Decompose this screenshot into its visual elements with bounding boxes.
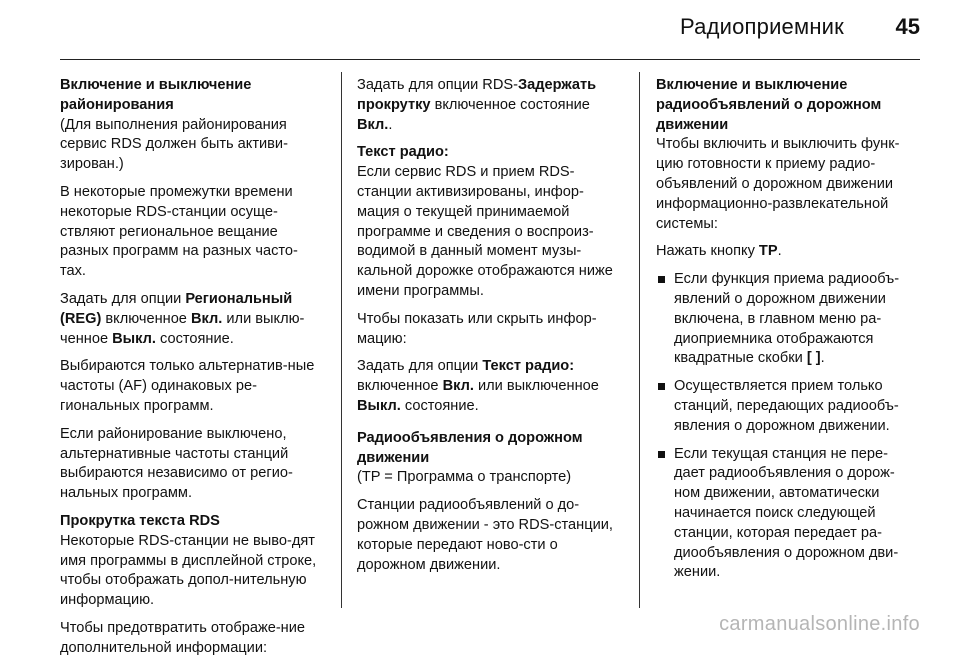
section-title: Радиоприемник: [679, 14, 844, 39]
column-2: [357, 76, 619, 583]
traffic-toggle-paragraph: Чтобы включить и выключить функ-цию готовности к приему радио-объявлений о дорожном движении информационно-развлекательной системы:: [656, 136, 900, 232]
off-value: Выкл.: [357, 397, 401, 414]
square-bullet-icon: [658, 451, 665, 458]
text-span: или выклю-ченное: [60, 310, 305, 347]
column-1: [60, 76, 322, 667]
text-span: Если текущая станция не пере-дает радиообъявления о дорож-ном движении, автоматически начинается поиск следующей станции, которая передает ра-диообъявления о дорожном дви-жении.: [674, 445, 899, 581]
page-header: [0, 0, 960, 62]
regionalization-off-paragraph: Если районирование выключено, альтернативные частоты станций выбираются независимо от регио-нальных программ.: [60, 425, 293, 502]
on-value: Вкл.: [442, 378, 474, 395]
text-span: включенное состояние: [430, 96, 590, 113]
text-span: Задать для опции RDS-: [357, 77, 518, 93]
show-hide-paragraph: Чтобы показать или скрыть инфор-мацию:: [357, 310, 597, 347]
list-item: [656, 445, 918, 584]
text-span: Если функция приема радиообъ-явлений о дорожном движении включена, в главном меню ра-диоприемника отображаются квадратные скобки: [674, 271, 900, 367]
regional-broadcast-paragraph: В некоторые промежутки времени некоторые RDS-станции осуще-ствляют региональное вещание разных программ на разных часто-тах.: [60, 183, 298, 280]
regional-option-paragraph: [60, 290, 322, 349]
list-item: [656, 377, 918, 436]
option-name: Задержать прокрутку: [357, 77, 597, 113]
text-span: Осуществляется прием только станций, передающих радиообъ-явления о дорожном движении.: [674, 378, 899, 434]
header-divider: [60, 59, 920, 60]
page-number: 45: [895, 14, 920, 39]
on-value: Вкл.: [357, 116, 389, 133]
regionalization-heading: Включение и выключение районирования: [60, 77, 252, 113]
traffic-stations-paragraph: Станции радиообъявлений о до-рожном движении - это RDS-станции, которые передают ново-сти о дорожном движении.: [357, 497, 613, 573]
on-value: Вкл.: [190, 310, 223, 327]
regionalization-note: (Для выполнения районирования сервис RDS должен быть активи-зирован.): [60, 116, 288, 173]
square-bullet-icon: [658, 276, 665, 283]
column-divider-2: [639, 72, 640, 608]
text-span: .: [820, 350, 825, 367]
traffic-announcements-heading: Радиообъявления о дорожном движении: [357, 429, 583, 466]
text-span: .: [777, 243, 782, 260]
brackets-symbol: [ ]: [806, 350, 821, 367]
tp-button-label: TP: [758, 243, 778, 260]
text-span: Задать для опции: [357, 358, 483, 375]
radio-text-heading: Текст радио:: [357, 144, 449, 161]
square-bullet-icon: [658, 383, 665, 390]
text-span: состояние.: [155, 330, 234, 347]
rds-scroll-heading: Прокрутка текста RDS: [60, 512, 220, 529]
text-span: или выключенное: [473, 378, 599, 395]
text-span: состояние.: [400, 397, 479, 414]
text-span: Нажать кнопку: [656, 243, 759, 260]
traffic-toggle-heading: Включение и выключение радиообъявлений о дорожном движении: [656, 77, 882, 133]
radio-text-paragraph: Если сервис RDS и прием RDS-станции активизированы, инфор-мация о текущей принимаемой программе и сведения о воспроиз-водимой в данный момент музы-кальной дорожке отображаются ниже имени программы.: [357, 164, 613, 299]
text-span: включенное: [101, 310, 191, 327]
off-value: Выкл.: [112, 330, 156, 347]
option-name: Текст радио:: [482, 358, 575, 375]
option-name: Региональный (REG): [60, 290, 293, 327]
radio-text-option-paragraph: [357, 357, 619, 416]
af-paragraph: Выбираются только альтернатив-ные частоты (AF) одинаковых ре-гиональных программ.: [60, 358, 315, 414]
tp-note: (TP = Программа о транспорте): [357, 469, 572, 486]
list-item: [656, 270, 918, 369]
text-span: .: [388, 116, 393, 133]
press-tp-paragraph: [656, 242, 918, 262]
tp-bullet-list: [656, 270, 918, 583]
prevent-display-paragraph: Чтобы предотвратить отображе-ние дополнительной информации:: [60, 619, 306, 656]
text-span: Задать для опции: [60, 290, 186, 307]
column-3: [656, 76, 918, 591]
text-span: включенное: [357, 378, 443, 395]
column-divider-1: [341, 72, 342, 608]
watermark: carmanualsonline.info: [719, 613, 920, 635]
scroll-hold-paragraph: [357, 76, 619, 135]
rds-scroll-paragraph: Некоторые RDS-станции не выво-дят имя программы в дисплейной строке, чтобы отображать допол-нительную информацию.: [60, 532, 317, 609]
